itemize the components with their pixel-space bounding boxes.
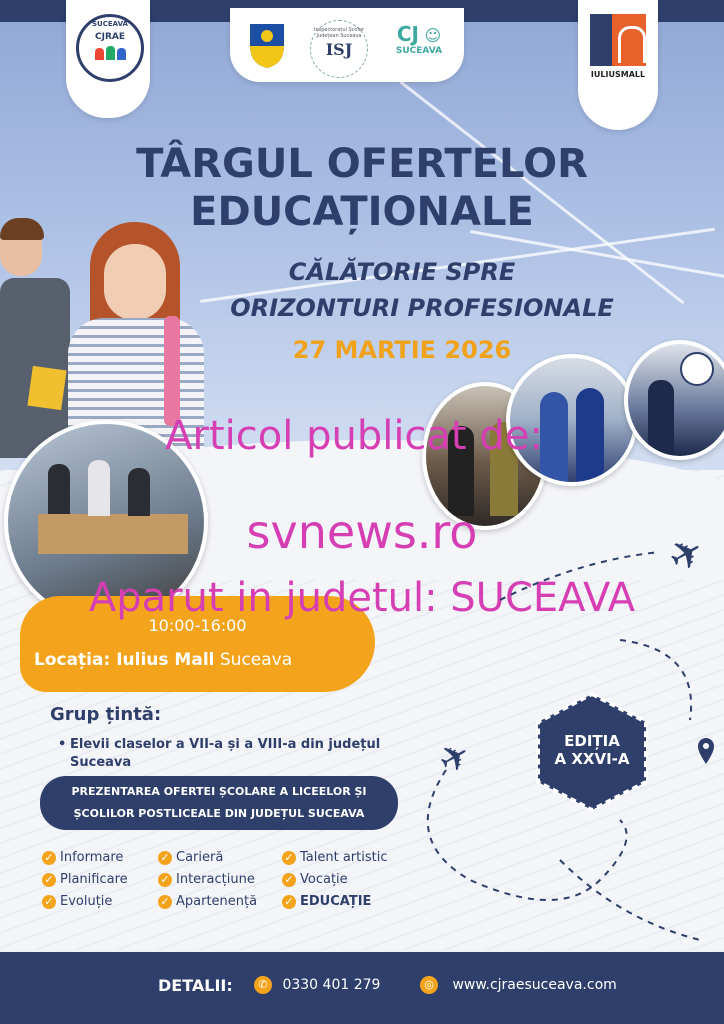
keyword-label: Interacțiune [176, 872, 255, 887]
check-icon: ✓ [42, 895, 56, 909]
offer-banner-line2: ȘCOLILOR POSTLICEALE DIN JUDEȚUL SUCEAVA [73, 807, 365, 820]
iulius-mall-text: IULIUSMALL [590, 70, 646, 79]
location-pin-icon [696, 736, 716, 766]
isj-mark: ISJ [325, 40, 353, 59]
airplane-icon: ✈ [431, 733, 479, 784]
event-date: 27 MARTIE 2026 [292, 336, 512, 364]
cjrae-logo-text: CJRAE [95, 32, 125, 42]
check-icon: ✓ [282, 895, 296, 909]
event-title-line1: TÂRGUL OFERTELOR [136, 141, 588, 187]
keyword-item [158, 872, 255, 887]
overlay-county: Aparut in judetul: SUCEAVA [88, 575, 636, 621]
keyword-item [42, 894, 112, 909]
keyword-label: EDUCAȚIE [300, 894, 372, 909]
keyword-item [158, 894, 257, 909]
check-icon: ✓ [282, 873, 296, 887]
footer-bar [0, 952, 724, 1024]
cj-sub: SUCEAVA [395, 46, 443, 56]
schedule-time: 10:00-16:00 [148, 616, 247, 635]
keyword-label: Apartenență [176, 894, 258, 909]
check-icon: ✓ [42, 873, 56, 887]
edition-text [530, 732, 654, 768]
offer-banner-line1: PREZENTAREA OFERTEI ȘCOLARE A LICEELOR ȘI [71, 785, 367, 798]
airplane-icon: ✈ [660, 526, 713, 584]
check-icon: ✓ [42, 851, 56, 865]
target-heading: Grup țintă: [50, 704, 162, 725]
keyword-label: Planificare [60, 872, 128, 887]
check-icon: ✓ [282, 851, 296, 865]
keyword-item [282, 894, 371, 909]
keyword-item [282, 872, 348, 887]
overlay-site: svnews.ro [246, 505, 478, 559]
keyword-item [158, 850, 223, 865]
cjrae-ring-text: SUCEAVA [92, 20, 128, 28]
keyword-item [282, 850, 387, 865]
footer-label: DETALII: [158, 976, 233, 995]
event-title-line2: EDUCAȚIONALE [190, 189, 534, 235]
keyword-label: Carieră [176, 850, 224, 865]
keyword-item [42, 850, 123, 865]
keyword-label: Evoluție [60, 894, 113, 909]
footer-website[interactable]: ◎ www.cjraesuceava.com [420, 976, 617, 994]
target-bullet: • Elevii claselor a VII-a și a VIII-a din județul Suceava [58, 737, 381, 770]
isj-small-text: Inspectoratul Școlar Județean Suceava [314, 27, 364, 39]
keyword-label: Vocație [300, 872, 348, 887]
keyword-label: Informare [60, 850, 124, 865]
keyword-item [42, 872, 128, 887]
globe-icon: ◎ [420, 976, 438, 994]
schedule-location: Locația: Iulius Mall Suceava [34, 650, 293, 670]
event-subtitle-line2: ORIZONTURI PROFESIONALE [230, 294, 614, 322]
edition-line2: A XXVI-A [554, 750, 630, 768]
edition-line1: EDIȚIA [564, 732, 620, 750]
event-subtitle-line1: CĂLĂTORIE SPRE [288, 258, 516, 286]
check-icon: ✓ [158, 873, 172, 887]
phone-icon: ✆ [254, 976, 272, 994]
overlay-published-by: Articol publicat de: [165, 413, 543, 459]
cj-mark: CJ ☺ [396, 22, 442, 46]
check-icon: ✓ [158, 895, 172, 909]
footer-phone[interactable]: ✆ 0330 401 279 [254, 976, 380, 994]
offer-banner [40, 776, 398, 830]
keyword-label: Talent artistic [300, 850, 388, 865]
check-icon: ✓ [158, 851, 172, 865]
